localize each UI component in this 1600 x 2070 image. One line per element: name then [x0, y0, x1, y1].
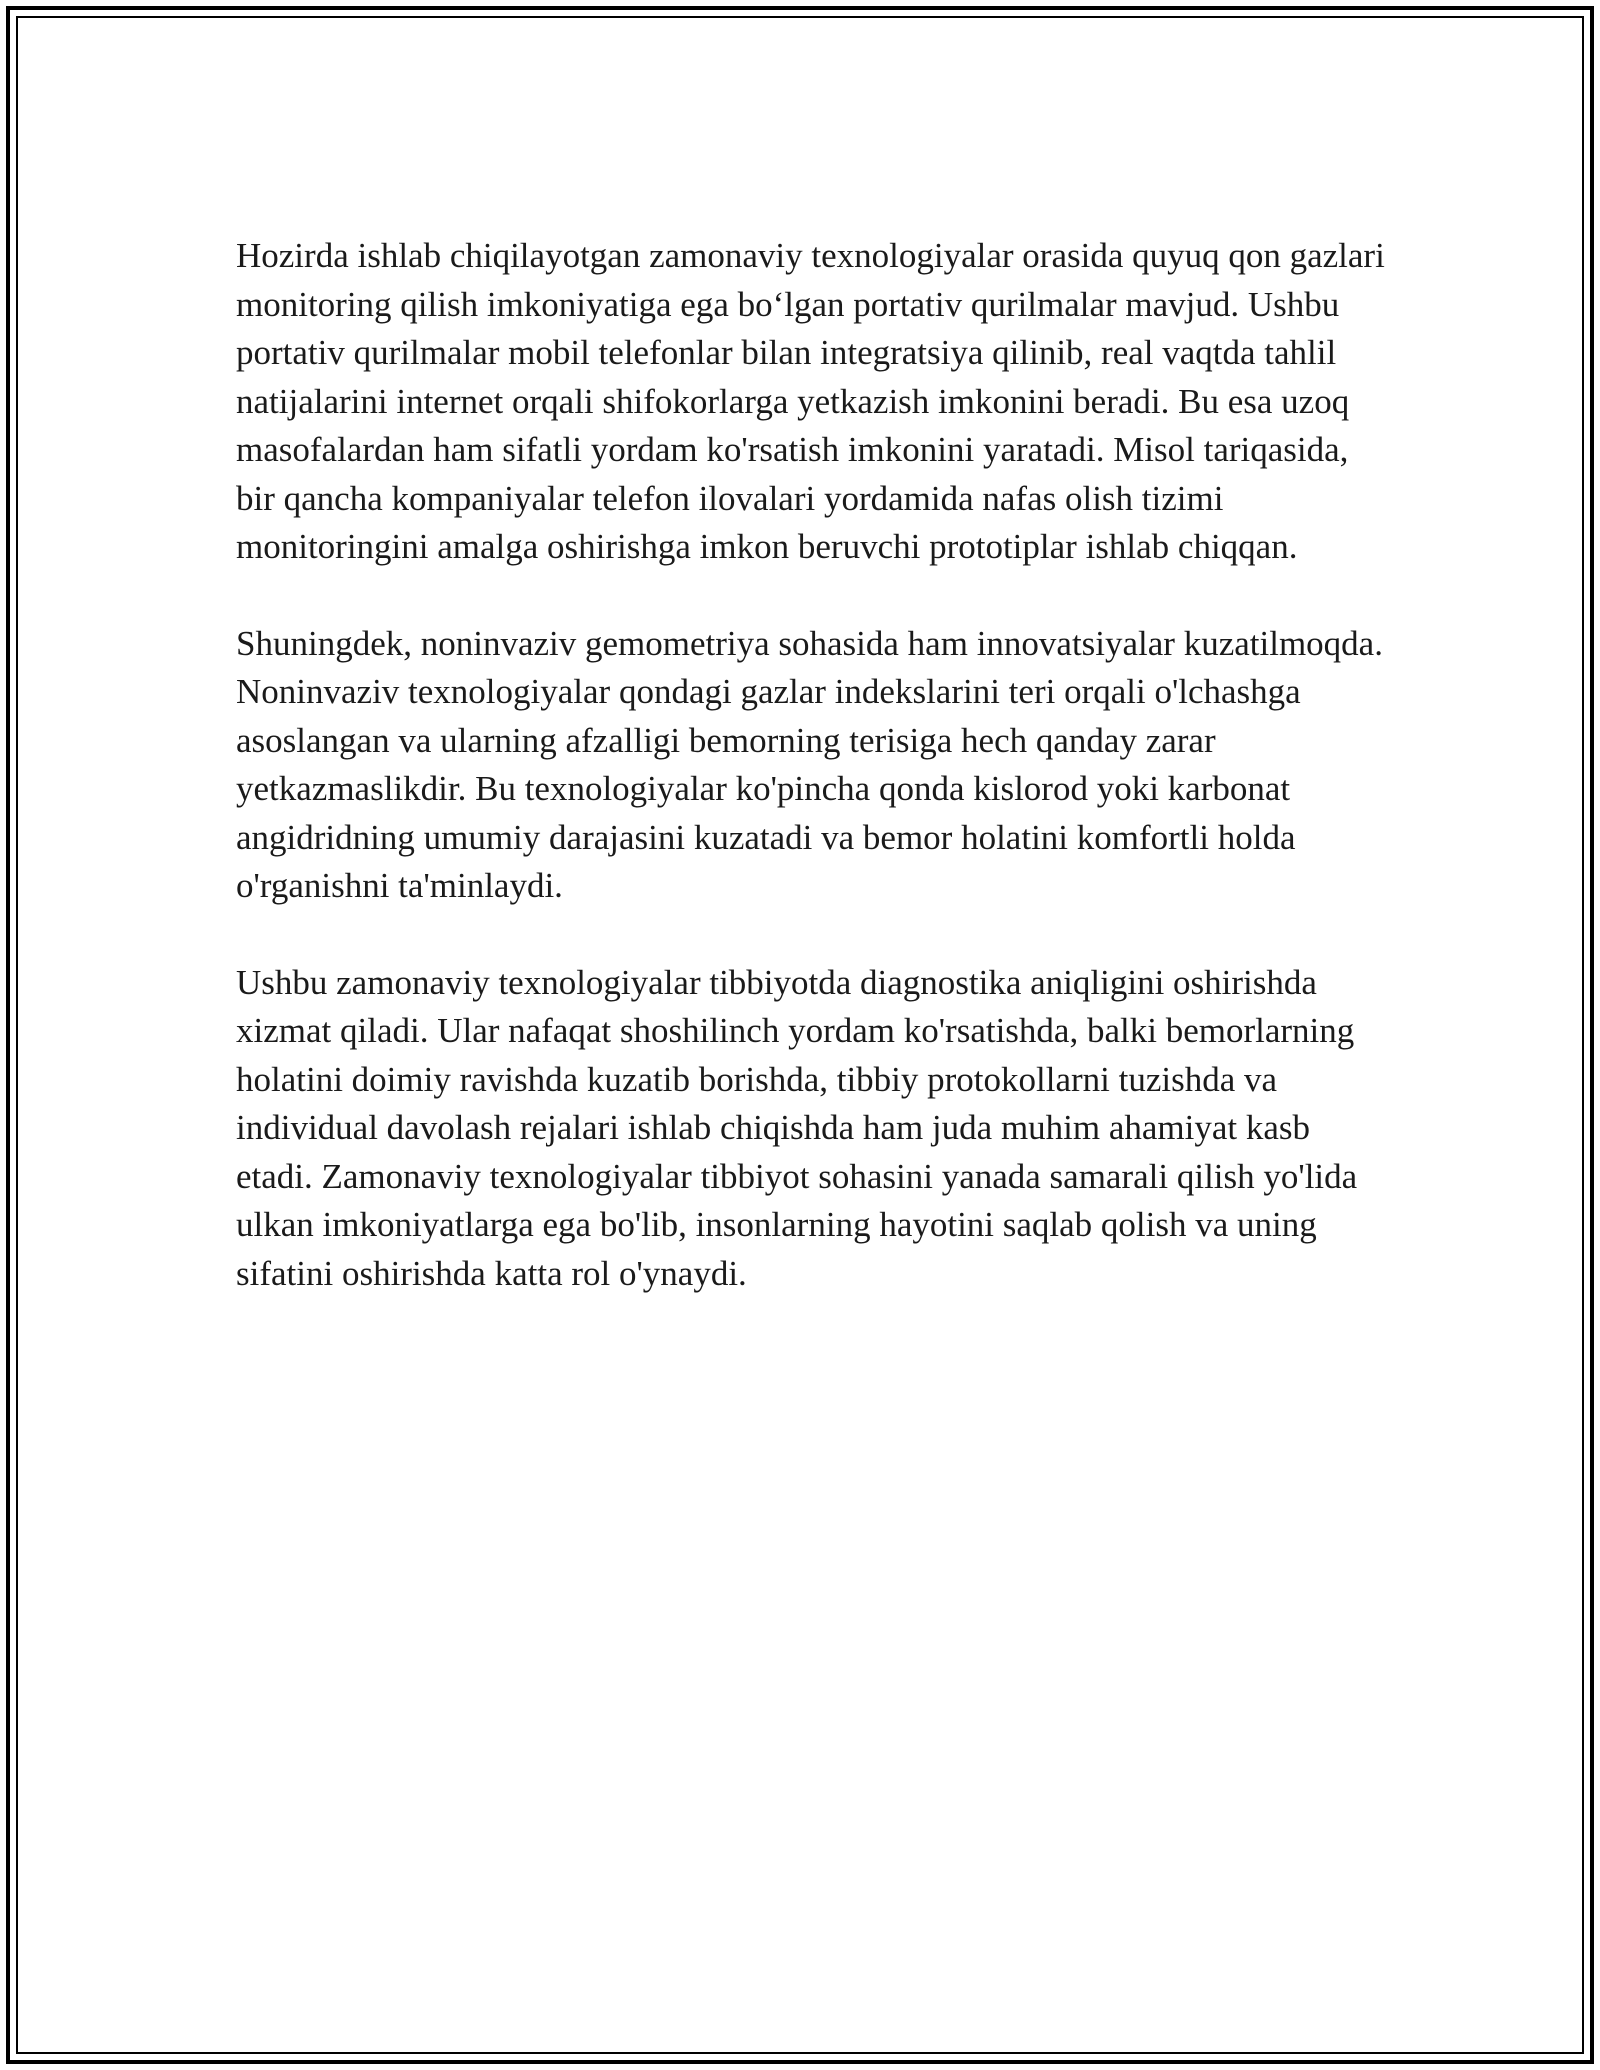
paragraph-modern-technologies-impact: Ushbu zamonaviy texnologiyalar tibbiyotda diagnostika aniqligini oshirishda xizmat qiladi. Ular nafaqat shoshilinch yordam ko'rsatishda, balki bemorlarning holatini doimiy ravishda kuzatib borishda, tibbiy protokollarni tuzishda va individual davolash rejalari ishlab chiqishda ham juda muhim ahamiyat kasb etadi. Zamonaviy texnologiyalar tibbiyot sohasini yanada samarali qilish yo'lida ulkan imkoniyatlarga ega bo'lib, insonlarning hayotini saqlab qolish va uning sifatini oshirishda katta rol o'ynaydi. — [236, 962, 1358, 1293]
document-body — [236, 232, 1386, 1346]
paragraph-portable-devices: Hozirda ishlab chiqilayotgan zamonaviy texnologiyalar orasida quyuq qon gazlari monitoring qilish imkoniyatiga ega bo‘lgan portativ qurilmalar mavjud. Ushbu portativ qurilmalar mobil telefonlar bilan integratsiya qilinib, real vaqtda tahlil natijalarini internet orqali shifokorlarga yetkazish imkonini beradi. Bu esa uzoq masofalardan ham sifatli yordam ko'rsatish imkonini yaratadi. Misol tariqasida, bir qancha kompaniyalar telefon ilovalari yordamida nafas olish tizimi monitoringini amalga oshirishga imkon beruvchi prototiplar ishlab chiqqan. — [236, 236, 1385, 566]
paragraph-noninvasive-technologies: Shuningdek, noninvaziv gemometriya sohasida ham innovatsiyalar kuzatilmoqda. Noninvaziv texnologiyalar qondagi gazlar indekslarini teri orqali o'lchashga asoslangan va ularning afzalligi bemorning terisiga hech qanday zarar yetkazmaslikdir. Bu texnologiyalar ko'pincha qonda kislorod yoki karbonat angidridning umumiy darajasini kuzatadi va bemor holatini komfortli holda o'rganishni ta'minlaydi. — [236, 623, 1383, 905]
